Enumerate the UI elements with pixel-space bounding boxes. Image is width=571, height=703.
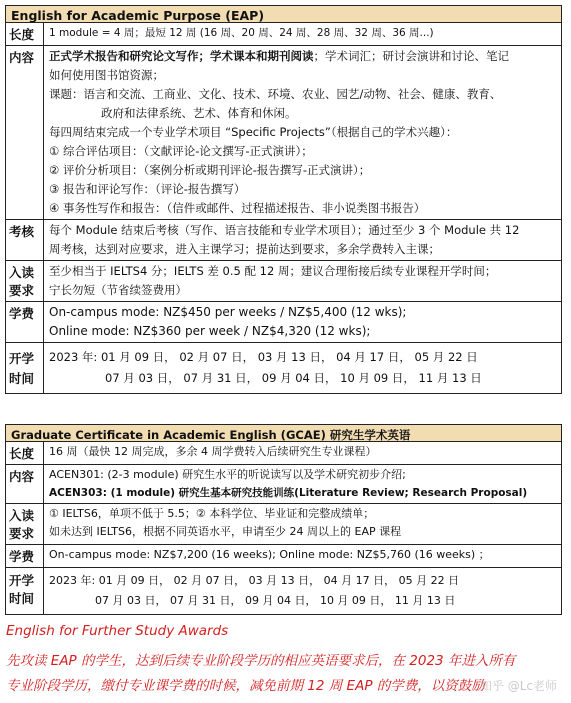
eap-start-label1: 开学 xyxy=(9,351,35,366)
eap-content-line3: 课题：语言和交流、工商业、文化、技术、环境、农业、园艺/动物、社会、健康、教育、 xyxy=(49,87,502,101)
gcae-entry-label2: 要求 xyxy=(9,526,35,541)
gcae-fee-label: 学费 xyxy=(6,545,44,567)
eap-start-label2: 时间 xyxy=(9,371,35,386)
eap-entry-label2: 要求 xyxy=(9,283,35,298)
eap-content-item: ④ 事务性写作和报告：（信件或邮件、过程描述报告、非小说类图书报告） xyxy=(49,201,426,215)
eap-content-item: ③ 报告和评论写作：（评论-报告撰写） xyxy=(49,182,246,196)
eap-assessment-line1: 每个 Module 结束后考核（写作、语言技能和专业学术项目）；通过至少 3 个 Module 共 12 xyxy=(49,223,520,237)
eap-start-line2: 07 月 03 日， 07 月 31 日， 09 月 04 日， 10 月 09 日， 11 月 13 日 xyxy=(105,371,482,385)
gcae-start-label2: 时间 xyxy=(9,591,35,606)
gcae-entry-label1: 入读 xyxy=(9,508,35,523)
gcae-content-label: 内容 xyxy=(6,465,44,503)
gcae-title: Graduate Certificate in Academic English (GCAE) 研究生学术英语 xyxy=(6,425,561,442)
watermark: 知乎 @Lc老师 xyxy=(479,679,557,693)
awards-line1: 先攻读 EAP 的学生，达到后续专业阶段学历的相应英语要求后，在 2023 年进入所有 xyxy=(6,653,516,669)
eap-entry-row xyxy=(6,260,561,301)
eap-content-row xyxy=(6,45,561,219)
gcae-length-text: 16 周（最快 12 周完成，多余 4 周学费转入后续研究生专业课程） xyxy=(49,445,377,458)
eap-entry-label1: 入读 xyxy=(9,265,35,280)
gcae-start-line1: 2023 年: 01 月 09 日， 02 月 07 日， 03 月 13 日， 04 月 17 日， 05 月 22 日 xyxy=(49,574,460,587)
awards-line2: 专业阶段学历，缴付专业课学费的时候，减免前期 12 周 EAP 的学费，以资鼓励 xyxy=(6,678,485,694)
gcae-start-line2: 07 月 03 日， 07 月 31 日， 09 月 04 日， 10 月 09 日， 11 月 13 日 xyxy=(95,594,456,607)
gcae-length-row xyxy=(6,442,561,464)
eap-start-row xyxy=(6,342,561,393)
gcae-length-label: 长度 xyxy=(6,442,44,464)
gcae-entry-row xyxy=(6,503,561,544)
eap-content-item: ① 综合评估项目：（文献评论-论文撰写-正式演讲）； xyxy=(49,144,313,158)
gcae-fee-text: On-campus mode: NZ$7,200 (16 weeks); Online mode: NZ$5,760 (16 weeks) ； xyxy=(49,548,490,561)
eap-assessment-row xyxy=(6,219,561,260)
eap-content-line1-bold: 正式学术报告和研究论文写作；学术课本和期刊阅读 xyxy=(49,49,314,63)
eap-fee-label: 学费 xyxy=(6,302,44,342)
eap-table xyxy=(5,5,562,394)
gcae-table xyxy=(5,424,562,615)
eap-entry-line2: 宁长勿短（节省续签费用） xyxy=(49,283,187,297)
eap-start-line1: 2023 年: 01 月 09 日， 02 月 07 日， 03 月 13 日， 04 月 17 日， 05 月 22 日 xyxy=(49,350,478,364)
eap-content-line1-rest: ；学术词汇；研讨会演讲和讨论、笔记 xyxy=(313,49,509,63)
eap-assessment-line2: 周考核，达到对应要求，进入主课学习；提前达到要求，多余学费转入主课； xyxy=(49,242,440,256)
gcae-start-label1: 开学 xyxy=(9,573,35,588)
eap-length-row xyxy=(6,23,561,45)
eap-length-text: 1 module = 4 周；最短 12 周 (16 周、20 周、24 周、28 周、32 周、36 周...) xyxy=(49,27,434,39)
gcae-content-line1: ACEN301: (2-3 module) 研究生水平的听说读写以及学术研究初步介绍; xyxy=(49,468,406,481)
eap-length-label: 长度 xyxy=(6,23,44,45)
eap-assessment-label: 考核 xyxy=(6,220,44,260)
eap-entry-line1: 至少相当于 IELTS4 分；IELTS 差 0.5 配 12 周；建议合理衔接后续专业课程开学时间； xyxy=(49,264,497,278)
eap-content-line5: 每四周结束完成一个专业学术项目 “Specific Projects”（根据自己的学术兴趣）： xyxy=(49,125,458,139)
gcae-content-row xyxy=(6,464,561,503)
eap-fee-line1: On-campus mode: NZ$450 per weeks / NZ$5,400 (12 wks); xyxy=(49,305,407,319)
gcae-start-row xyxy=(6,567,561,614)
gcae-fee-row xyxy=(6,544,561,567)
eap-title: English for Academic Purpose (EAP) xyxy=(6,6,561,23)
eap-content-label: 内容 xyxy=(6,46,44,219)
gcae-entry-line1: ① IELTS6，单项不低于 5.5；② 本科学位、毕业证和完整成绩单； xyxy=(49,507,375,520)
eap-fee-row xyxy=(6,301,561,342)
gcae-content-line2: ACEN303: (1 module) 研究生基本研究技能训练(Literature Review; Research Proposal) xyxy=(49,487,528,499)
gcae-entry-line2: 如未达到 IELTS6，根据不同英语水平，申请至少 24 周以上的 EAP 课程 xyxy=(49,525,402,538)
eap-content-item: ② 评价分析项目：（案例分析或期刊评论-报告撰写-正式演讲）； xyxy=(49,163,371,177)
eap-content-line4: 政府和法律系统、艺术、体育和休闲。 xyxy=(101,106,297,120)
awards-title: English for Further Study Awards xyxy=(6,623,229,639)
eap-fee-line2: Online mode: NZ$360 per week / NZ$4,320 (12 wks); xyxy=(49,324,371,338)
eap-content-line2: 如何使用图书馆资源； xyxy=(49,68,164,82)
